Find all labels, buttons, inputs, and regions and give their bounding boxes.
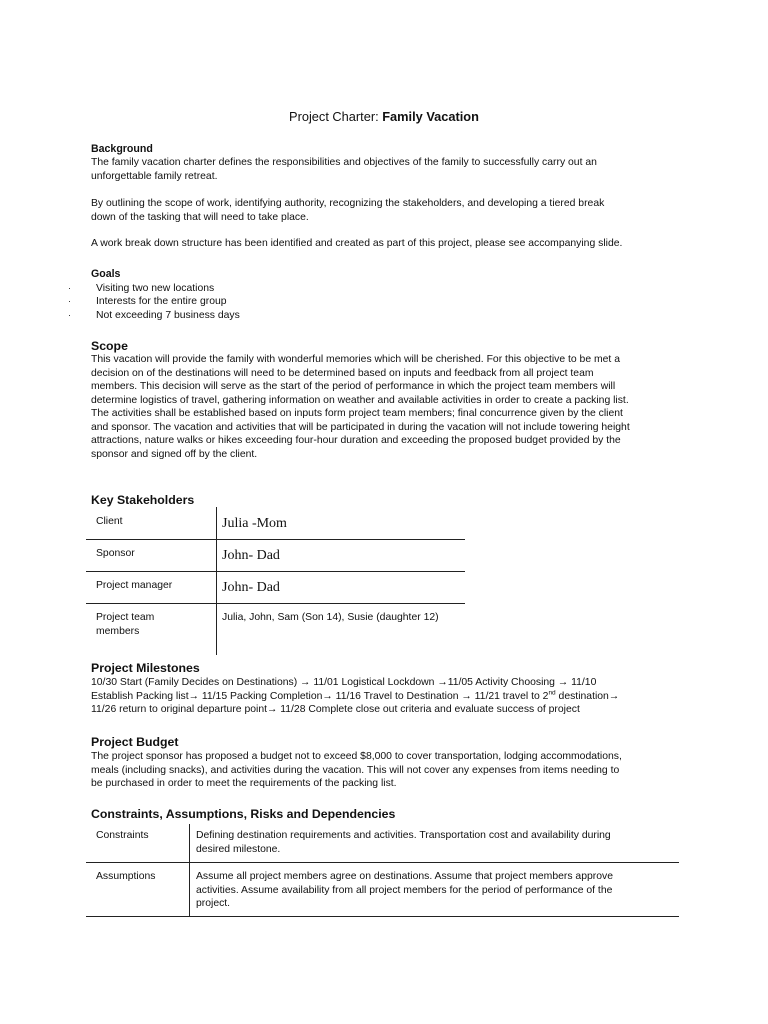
text-line: A work break down structure has been identified and created as part of this project, please see accompanying slide.	[91, 238, 623, 249]
text-line: 10/30 Start (Family Decides on Destinations) → 11/01 Logistical Lockdown →11/05 Activity Choosing → 11/10	[91, 677, 597, 688]
text-line: members	[96, 625, 140, 637]
text-line: Assume all project members agree on destinations. Assume that project members approve	[196, 871, 613, 882]
title-prefix: Project Charter:	[289, 109, 383, 124]
stakeholder-role	[96, 611, 154, 638]
table-divider	[189, 824, 190, 916]
text-line: project.	[196, 898, 231, 909]
text-line	[91, 690, 619, 704]
page-title	[0, 109, 768, 124]
constraints-heading: Constraints, Assumptions, Risks and Dependencies	[91, 807, 396, 821]
stakeholders-heading: Key Stakeholders	[91, 493, 195, 507]
bullet-icon: ·	[68, 296, 71, 306]
background-paragraph-1	[91, 156, 597, 183]
text-line: decision on of the destinations will need to be determined based on inputs and feedback from all project team	[91, 367, 594, 379]
stakeholder-role: Sponsor	[96, 548, 135, 559]
text-line: activities. Assume availability from all project members for the period of performance of the	[196, 884, 613, 896]
stakeholder-name: John- Dad	[222, 548, 280, 563]
text-span: destination→	[555, 690, 620, 702]
assumption-text	[196, 870, 613, 911]
text-span: Establish Packing list→ 11/15 Packing Completion→ 11/16 Travel to Destination → 11/21 travel to 2	[91, 690, 549, 702]
scope-heading: Scope	[91, 339, 128, 353]
table-divider	[86, 862, 679, 863]
title-name: Family Vacation	[382, 109, 479, 124]
text-line: sponsor and signed off by the client.	[91, 448, 258, 460]
text-line: members. This decision will serve as the start of the period of performance in which the project team members will	[91, 381, 616, 392]
text-line: By outlining the scope of work, identifying authority, recognizing the stakeholders, and developing a tiered break	[91, 198, 605, 209]
goals-heading: Goals	[91, 268, 121, 280]
stakeholder-role: Client	[96, 516, 123, 527]
text-line: attractions, nature walks or hikes exceeding four-hour duration and exceeding the proposed budget provided by the	[91, 435, 621, 446]
text-line: 11/26 return to original departure point→ 11/28 Complete close out criteria and evaluate success of project	[91, 704, 580, 715]
text-line: desired milestone.	[196, 843, 281, 855]
text-line: The activities shall be established based on inputs form project team members; final concurrence given by the client	[91, 408, 623, 419]
budget-heading: Project Budget	[91, 735, 179, 749]
superscript: nd	[548, 689, 556, 697]
text-line: unforgettable family retreat.	[91, 170, 218, 182]
text-line: be purchased in order to meet the requirements of the packing list.	[91, 778, 397, 789]
text-line: determine logistics of travel, gathering information on weather and available activities in order to create a packing list.	[91, 394, 629, 406]
text-line: meals (including snacks), and activities during the vacation. This will not cover any expenses from items needing to	[91, 764, 620, 776]
text-line: The family vacation charter defines the responsibilities and objectives of the family to successfully carry out an	[91, 157, 597, 168]
stakeholder-role: Project manager	[96, 580, 173, 591]
stakeholder-name: John- Dad	[222, 580, 280, 595]
table-divider	[216, 507, 217, 655]
scope-paragraph	[91, 353, 630, 461]
table-divider	[86, 571, 465, 572]
table-divider	[86, 603, 465, 604]
constraint-text	[196, 829, 611, 856]
stakeholder-name: Julia, John, Sam (Son 14), Susie (daughter 12)	[222, 612, 439, 623]
background-paragraph-2	[91, 197, 604, 224]
stakeholder-name: Julia -Mom	[222, 516, 287, 531]
table-divider	[86, 916, 679, 917]
text-line: This vacation will provide the family with wonderful memories which will be cherished. For this objective to be met a	[91, 354, 620, 365]
text-line: Project team	[96, 612, 155, 623]
milestones-paragraph	[91, 676, 619, 717]
text-line: The project sponsor has proposed a budget not to exceed $8,000 to cover transportation, lodging accommodations,	[91, 751, 622, 762]
background-paragraph-3	[91, 237, 622, 251]
text-line: down of the tasking that will need to take place.	[91, 211, 309, 223]
text-line: Defining destination requirements and activities. Transportation cost and availability during	[196, 830, 611, 841]
goal-text: Visiting two new locations	[96, 283, 215, 294]
bullet-icon: ·	[68, 283, 71, 293]
text-line: and sponsor. The vacation and activities that will be participated in during the vacation will not include towering height	[91, 421, 630, 433]
bullet-icon: ·	[68, 310, 71, 320]
goal-text: Interests for the entire group	[96, 296, 227, 307]
budget-paragraph	[91, 750, 622, 791]
table-divider	[86, 539, 465, 540]
milestones-heading: Project Milestones	[91, 661, 200, 675]
background-heading: Background	[91, 143, 153, 155]
assumption-label: Assumptions	[96, 871, 156, 882]
goal-text: Not exceeding 7 business days	[96, 310, 240, 321]
constraint-label: Constraints	[96, 830, 149, 841]
